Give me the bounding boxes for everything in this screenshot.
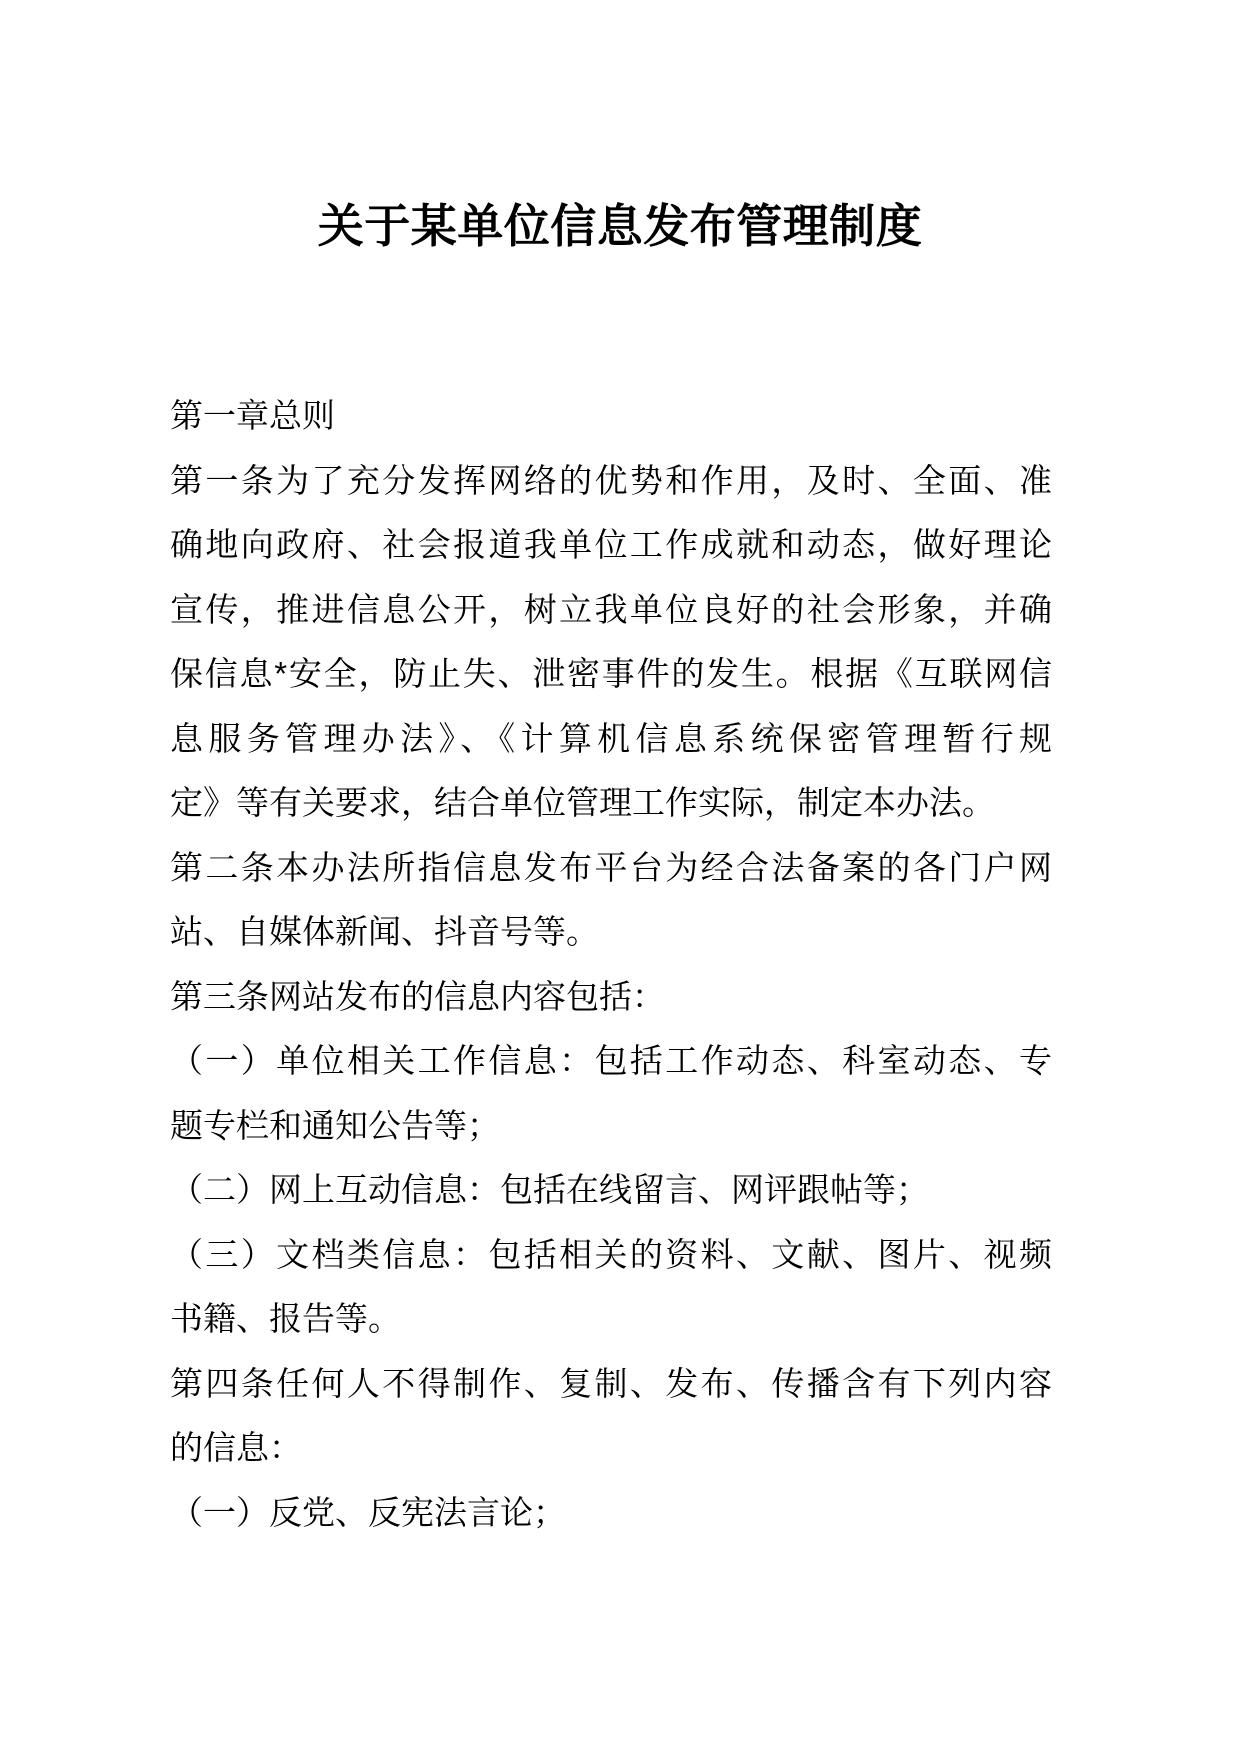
text-line: 第三条网站发布的信息内容包括： (170, 977, 665, 1015)
text-line: （二）网上互动信息：包括在线留言、网评跟帖等； (170, 1171, 929, 1208)
text-line: 第一条为了充分发挥网络的优势和作用，及时、全面、准 (170, 461, 1052, 499)
text-line: 确地向政府、社会报道我单位工作成就和动态，做好理论 (170, 526, 1052, 563)
text-line: 宣传，推进信息公开，树立我单位良好的社会形象，并确 (170, 590, 1052, 628)
document-title: 关于某单位信息发布管理制度 (317, 200, 923, 252)
text-line: 的信息： (170, 1429, 302, 1466)
text-line: 站、自媒体新闻、抖音号等。 (170, 913, 599, 950)
text-line: 书籍、报告等。 (170, 1300, 401, 1337)
text-line: 息服务管理办法》、《计算机信息系统保密管理暂行规 (170, 719, 1052, 757)
text-line: 定》等有关要求，结合单位管理工作实际，制定本办法。 (170, 784, 995, 821)
text-line: 第四条任何人不得制作、复制、发布、传播含有下列内容 (170, 1364, 1052, 1402)
text-line: 保信息*安全，防止失、泄密事件的发生。根据《互联网信 (170, 655, 1052, 692)
text-line: （一）单位相关工作信息：包括工作动态、科室动态、专 (170, 1042, 1052, 1079)
text-line: 第二条本办法所指信息发布平台为经合法备案的各门户网 (170, 848, 1052, 886)
text-line: 第一章总则 (170, 397, 335, 434)
document-body (170, 384, 1052, 1545)
text-line: （一）反党、反宪法言论； (170, 1493, 566, 1531)
text-line: （三）文档类信息：包括相关的资料、文献、图片、视频 (170, 1235, 1052, 1273)
text-line: 题专栏和通知公告等； (170, 1106, 500, 1144)
